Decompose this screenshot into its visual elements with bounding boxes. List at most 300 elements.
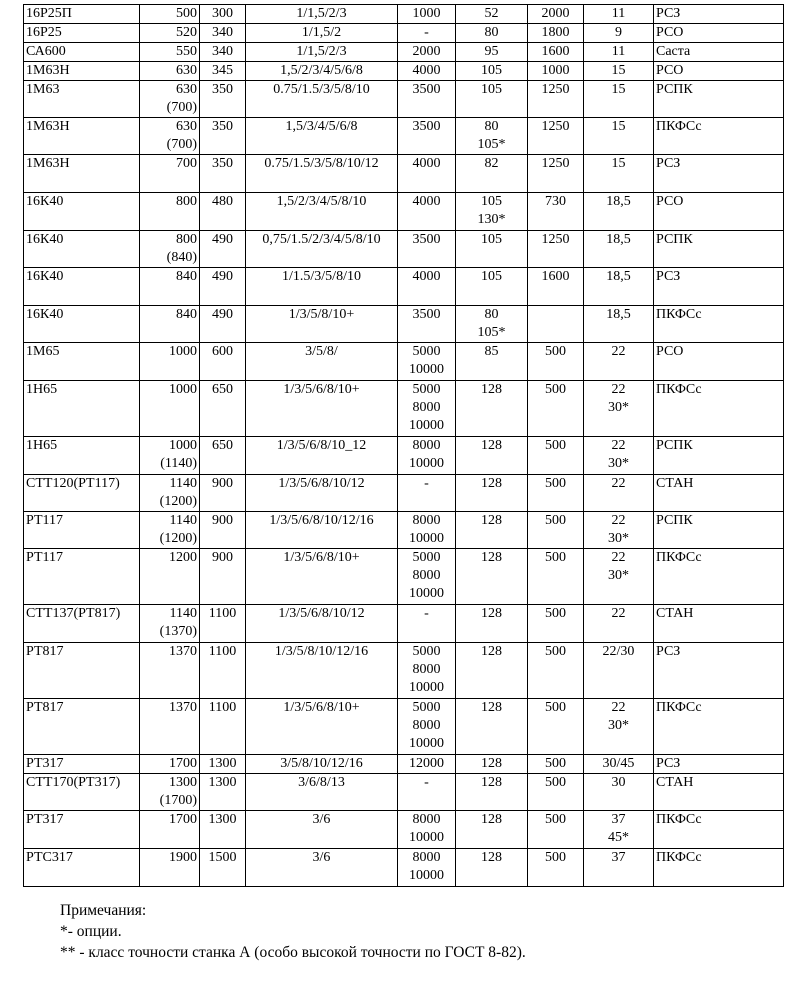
cell-line: 520: [176, 25, 197, 40]
cell-line: 5000: [412, 700, 441, 715]
cell-line: 1140: [169, 513, 197, 528]
system-cell: РСПК: [654, 231, 784, 268]
value-cell: [456, 475, 528, 512]
cell-line: 30*: [608, 531, 629, 546]
speed-cell: 1600: [528, 268, 584, 306]
height-cell: 1100: [200, 605, 246, 643]
height-cell: 490: [200, 306, 246, 343]
diameter-cell: [140, 343, 200, 381]
steps-cell: 1/3/5/6/8/10/12: [246, 475, 398, 512]
cell-line: 22: [611, 344, 626, 359]
cell-line: 130*: [477, 212, 506, 227]
system-cell: СТАН: [654, 605, 784, 643]
model-cell: 16Р25: [24, 24, 140, 43]
height-cell: 600: [200, 343, 246, 381]
steps-cell: 1,5/2/3/4/5/6/8: [246, 62, 398, 81]
speed-cell: 730: [528, 193, 584, 231]
cell-line: (1700): [159, 793, 197, 808]
system-cell: РСЗ: [654, 755, 784, 774]
value-cell: [456, 81, 528, 118]
table-row: [24, 755, 784, 774]
cell-line: 22: [611, 382, 626, 397]
cell-line: 8000: [412, 400, 441, 415]
system-cell: РСО: [654, 24, 784, 43]
cell-line: 1000: [412, 6, 441, 21]
value-cell: [456, 306, 528, 343]
cell-line: (700): [166, 100, 197, 115]
system-cell: РСПК: [654, 81, 784, 118]
steps-cell: 1/3/5/6/8/10+: [246, 549, 398, 605]
diameter-cell: [140, 381, 200, 437]
height-cell: 1100: [200, 699, 246, 755]
power-cell: [584, 343, 654, 381]
length-cell: [398, 5, 456, 24]
cell-line: 4000: [412, 63, 441, 78]
system-cell: ПКФСс: [654, 811, 784, 849]
value-cell: [456, 643, 528, 699]
table-row: [24, 643, 784, 699]
power-cell: [584, 81, 654, 118]
cell-line: 22: [611, 513, 626, 528]
cell-line: 128: [481, 606, 502, 621]
cell-line: 128: [481, 382, 502, 397]
value-cell: [456, 849, 528, 887]
power-cell: [584, 643, 654, 699]
diameter-cell: [140, 549, 200, 605]
table-row: [24, 306, 784, 343]
cell-line: 10000: [409, 680, 444, 695]
speed-cell: 500: [528, 755, 584, 774]
length-cell: [398, 549, 456, 605]
speed-cell: 500: [528, 343, 584, 381]
cell-line: 4000: [412, 194, 441, 209]
model-cell: СТТ137(РТ817): [24, 605, 140, 643]
system-cell: ПКФСс: [654, 549, 784, 605]
cell-line: 5000: [412, 550, 441, 565]
model-cell: 1М63Н: [24, 118, 140, 155]
steps-cell: 1/3/5/8/10/12/16: [246, 643, 398, 699]
cell-line: 8000: [412, 513, 441, 528]
cell-line: 8000: [412, 568, 441, 583]
system-cell: СТАН: [654, 475, 784, 512]
cell-line: 1700: [169, 756, 197, 771]
model-cell: 16Р25П: [24, 5, 140, 24]
height-cell: 900: [200, 475, 246, 512]
diameter-cell: [140, 193, 200, 231]
model-cell: 1М63Н: [24, 62, 140, 81]
cell-line: 30/45: [602, 756, 635, 771]
power-cell: [584, 381, 654, 437]
model-cell: РТ317: [24, 811, 140, 849]
machine-table: [23, 4, 784, 887]
cell-line: 105*: [477, 325, 506, 340]
value-cell: [456, 512, 528, 549]
cell-line: 128: [481, 850, 502, 865]
cell-line: 15: [611, 156, 626, 171]
model-cell: 16К40: [24, 306, 140, 343]
cell-line: 1300: [169, 775, 197, 790]
system-cell: РСЗ: [654, 155, 784, 193]
steps-cell: 1/3/5/6/8/10/12/16: [246, 512, 398, 549]
height-cell: 350: [200, 118, 246, 155]
cell-line: 3500: [412, 119, 441, 134]
height-cell: 490: [200, 231, 246, 268]
cell-line: 5000: [412, 644, 441, 659]
cell-line: 22: [611, 438, 626, 453]
value-cell: [456, 811, 528, 849]
power-cell: [584, 193, 654, 231]
note-options: *- опции.: [60, 923, 122, 940]
table-row: [24, 43, 784, 62]
cell-line: 550: [176, 44, 197, 59]
cell-line: 500: [176, 6, 197, 21]
table-row: [24, 381, 784, 437]
diameter-cell: [140, 155, 200, 193]
diameter-cell: [140, 755, 200, 774]
speed-cell: 1250: [528, 155, 584, 193]
cell-line: 45*: [608, 830, 629, 845]
speed-cell: 500: [528, 699, 584, 755]
cell-line: 1140: [169, 476, 197, 491]
model-cell: РТ317: [24, 755, 140, 774]
table-row: [24, 605, 784, 643]
length-cell: [398, 306, 456, 343]
cell-line: 105: [481, 63, 502, 78]
steps-cell: 1/3/5/6/8/10/12: [246, 605, 398, 643]
model-cell: 16К40: [24, 268, 140, 306]
cell-line: 1370: [169, 700, 197, 715]
model-cell: РТС317: [24, 849, 140, 887]
notes: [60, 900, 526, 963]
diameter-cell: [140, 268, 200, 306]
power-cell: [584, 437, 654, 475]
power-cell: [584, 231, 654, 268]
speed-cell: 1000: [528, 62, 584, 81]
steps-cell: 1/3/5/6/8/10+: [246, 381, 398, 437]
system-cell: ПКФСс: [654, 118, 784, 155]
system-cell: РСЗ: [654, 268, 784, 306]
length-cell: [398, 43, 456, 62]
system-cell: ПКФСс: [654, 381, 784, 437]
cell-line: 840: [176, 269, 197, 284]
height-cell: 900: [200, 549, 246, 605]
cell-line: 30: [611, 775, 626, 790]
diameter-cell: [140, 5, 200, 24]
diameter-cell: [140, 437, 200, 475]
table-row: [24, 118, 784, 155]
cell-line: 80: [484, 25, 499, 40]
cell-line: 128: [481, 756, 502, 771]
power-cell: [584, 699, 654, 755]
steps-cell: 1,5/3/4/5/6/8: [246, 118, 398, 155]
power-cell: [584, 24, 654, 43]
steps-cell: 1/3/5/6/8/10_12: [246, 437, 398, 475]
value-cell: [456, 24, 528, 43]
speed-cell: 500: [528, 549, 584, 605]
cell-line: 10000: [409, 868, 444, 883]
cell-line: 3500: [412, 307, 441, 322]
length-cell: [398, 118, 456, 155]
cell-line: 8000: [412, 850, 441, 865]
model-cell: 1М63: [24, 81, 140, 118]
model-cell: 16К40: [24, 231, 140, 268]
height-cell: 1100: [200, 643, 246, 699]
cell-line: 8000: [412, 438, 441, 453]
diameter-cell: [140, 306, 200, 343]
diameter-cell: [140, 43, 200, 62]
cell-line: 22/30: [602, 644, 635, 659]
speed-cell: 500: [528, 437, 584, 475]
height-cell: 1300: [200, 755, 246, 774]
steps-cell: 1,5/2/3/4/5/8/10: [246, 193, 398, 231]
cell-line: 80: [484, 119, 499, 134]
cell-line: -: [424, 606, 429, 621]
cell-line: 10000: [409, 418, 444, 433]
power-cell: [584, 5, 654, 24]
cell-line: 18,5: [606, 232, 631, 247]
cell-line: 10000: [409, 736, 444, 751]
height-cell: 345: [200, 62, 246, 81]
cell-line: 5000: [412, 382, 441, 397]
cell-line: 128: [481, 775, 502, 790]
diameter-cell: [140, 512, 200, 549]
system-cell: РСО: [654, 62, 784, 81]
table-row: [24, 5, 784, 24]
cell-line: (700): [166, 137, 197, 152]
steps-cell: 3/6: [246, 811, 398, 849]
length-cell: [398, 343, 456, 381]
cell-line: -: [424, 775, 429, 790]
cell-line: 8000: [412, 812, 441, 827]
model-cell: 1Н65: [24, 437, 140, 475]
length-cell: [398, 849, 456, 887]
value-cell: [456, 381, 528, 437]
cell-line: 105: [481, 82, 502, 97]
cell-line: 1000: [169, 344, 197, 359]
cell-line: 10000: [409, 362, 444, 377]
diameter-cell: [140, 643, 200, 699]
cell-line: 1200: [169, 550, 197, 565]
table-row: [24, 231, 784, 268]
cell-line: (1370): [159, 624, 197, 639]
value-cell: [456, 193, 528, 231]
cell-line: 9: [615, 25, 622, 40]
cell-line: 22: [611, 550, 626, 565]
cell-line: 80: [484, 307, 499, 322]
power-cell: [584, 755, 654, 774]
cell-line: 85: [484, 344, 499, 359]
value-cell: [456, 699, 528, 755]
power-cell: [584, 475, 654, 512]
cell-line: (840): [166, 250, 197, 265]
diameter-cell: [140, 811, 200, 849]
steps-cell: 3/6/8/13: [246, 774, 398, 811]
power-cell: [584, 605, 654, 643]
cell-line: 1370: [169, 644, 197, 659]
cell-line: 30*: [608, 400, 629, 415]
cell-line: 10000: [409, 586, 444, 601]
steps-cell: 0,75/1.5/2/3/4/5/8/10: [246, 231, 398, 268]
cell-line: 800: [176, 194, 197, 209]
diameter-cell: [140, 475, 200, 512]
system-cell: ПКФСс: [654, 699, 784, 755]
cell-line: 105*: [477, 137, 506, 152]
table-row: [24, 62, 784, 81]
value-cell: [456, 62, 528, 81]
value-cell: [456, 605, 528, 643]
table-row: [24, 699, 784, 755]
cell-line: 1140: [169, 606, 197, 621]
model-cell: СТТ120(РТ117): [24, 475, 140, 512]
value-cell: [456, 774, 528, 811]
system-cell: РСЗ: [654, 5, 784, 24]
diameter-cell: [140, 62, 200, 81]
cell-line: 630: [176, 63, 197, 78]
height-cell: 1300: [200, 774, 246, 811]
steps-cell: 3/5/8/10/12/16: [246, 755, 398, 774]
cell-line: 15: [611, 119, 626, 134]
value-cell: [456, 118, 528, 155]
cell-line: 128: [481, 513, 502, 528]
system-cell: РСО: [654, 343, 784, 381]
power-cell: [584, 849, 654, 887]
length-cell: [398, 811, 456, 849]
model-cell: РТ117: [24, 549, 140, 605]
system-cell: СТАН: [654, 774, 784, 811]
cell-line: 15: [611, 82, 626, 97]
cell-line: 82: [484, 156, 499, 171]
cell-line: 10000: [409, 531, 444, 546]
cell-line: 105: [481, 194, 502, 209]
length-cell: [398, 381, 456, 437]
height-cell: 490: [200, 268, 246, 306]
cell-line: 22: [611, 700, 626, 715]
power-cell: [584, 43, 654, 62]
diameter-cell: [140, 24, 200, 43]
speed-cell: 500: [528, 774, 584, 811]
cell-line: (1200): [159, 531, 197, 546]
note-accuracy-class: ** - класс точности станка А (особо высокой точности по ГОСТ 8-82).: [60, 944, 526, 961]
table-row: [24, 437, 784, 475]
height-cell: 650: [200, 381, 246, 437]
cell-line: 8000: [412, 662, 441, 677]
diameter-cell: [140, 81, 200, 118]
length-cell: [398, 437, 456, 475]
length-cell: [398, 512, 456, 549]
height-cell: 650: [200, 437, 246, 475]
speed-cell: 500: [528, 605, 584, 643]
cell-line: 37: [611, 850, 626, 865]
cell-line: 11: [611, 44, 626, 59]
cell-line: 3500: [412, 232, 441, 247]
cell-line: 105: [481, 232, 502, 247]
cell-line: 3500: [412, 82, 441, 97]
height-cell: 1300: [200, 811, 246, 849]
steps-cell: 3/6: [246, 849, 398, 887]
steps-cell: 0.75/1.5/3/5/8/10: [246, 81, 398, 118]
table-row: [24, 512, 784, 549]
length-cell: [398, 231, 456, 268]
height-cell: 350: [200, 155, 246, 193]
speed-cell: 500: [528, 849, 584, 887]
table-row: [24, 268, 784, 306]
notes-title: Примечания:: [60, 902, 147, 919]
value-cell: [456, 437, 528, 475]
cell-line: 630: [176, 82, 197, 97]
cell-line: -: [424, 476, 429, 491]
cell-line: 18,5: [606, 194, 631, 209]
speed-cell: 1600: [528, 43, 584, 62]
model-cell: 16К40: [24, 193, 140, 231]
value-cell: [456, 5, 528, 24]
table-row: [24, 549, 784, 605]
cell-line: 12000: [409, 756, 444, 771]
power-cell: [584, 811, 654, 849]
cell-line: 52: [484, 6, 499, 21]
value-cell: [456, 343, 528, 381]
table-row: [24, 343, 784, 381]
height-cell: 900: [200, 512, 246, 549]
cell-line: 30*: [608, 718, 629, 733]
cell-line: 105: [481, 269, 502, 284]
cell-line: 1700: [169, 812, 197, 827]
table-row: [24, 475, 784, 512]
system-cell: Саста: [654, 43, 784, 62]
cell-line: 37: [611, 812, 626, 827]
length-cell: [398, 699, 456, 755]
cell-line: 1000: [169, 382, 197, 397]
system-cell: РСО: [654, 193, 784, 231]
height-cell: 340: [200, 43, 246, 62]
power-cell: [584, 512, 654, 549]
cell-line: 10000: [409, 830, 444, 845]
cell-line: 840: [176, 307, 197, 322]
system-cell: РСПК: [654, 512, 784, 549]
power-cell: [584, 268, 654, 306]
diameter-cell: [140, 118, 200, 155]
value-cell: [456, 755, 528, 774]
model-cell: РТ117: [24, 512, 140, 549]
cell-line: 1000: [169, 438, 197, 453]
steps-cell: 3/5/8/: [246, 343, 398, 381]
speed-cell: 500: [528, 475, 584, 512]
length-cell: [398, 193, 456, 231]
model-cell: 1М65: [24, 343, 140, 381]
height-cell: 340: [200, 24, 246, 43]
table-row: [24, 81, 784, 118]
speed-cell: 1250: [528, 118, 584, 155]
system-cell: РСПК: [654, 437, 784, 475]
length-cell: [398, 155, 456, 193]
length-cell: [398, 605, 456, 643]
cell-line: (1140): [160, 456, 197, 471]
steps-cell: 1/1,5/2: [246, 24, 398, 43]
diameter-cell: [140, 605, 200, 643]
cell-line: 4000: [412, 269, 441, 284]
power-cell: [584, 306, 654, 343]
cell-line: 30*: [608, 456, 629, 471]
cell-line: 18,5: [606, 269, 631, 284]
steps-cell: 1/1.5/3/5/8/10: [246, 268, 398, 306]
steps-cell: 1/1,5/2/3: [246, 43, 398, 62]
model-cell: 1Н65: [24, 381, 140, 437]
steps-cell: 1/3/5/6/8/10+: [246, 699, 398, 755]
model-cell: СТТ170(РТ317): [24, 774, 140, 811]
cell-line: 5000: [412, 344, 441, 359]
cell-line: 700: [176, 156, 197, 171]
speed-cell: 500: [528, 381, 584, 437]
cell-line: 128: [481, 700, 502, 715]
